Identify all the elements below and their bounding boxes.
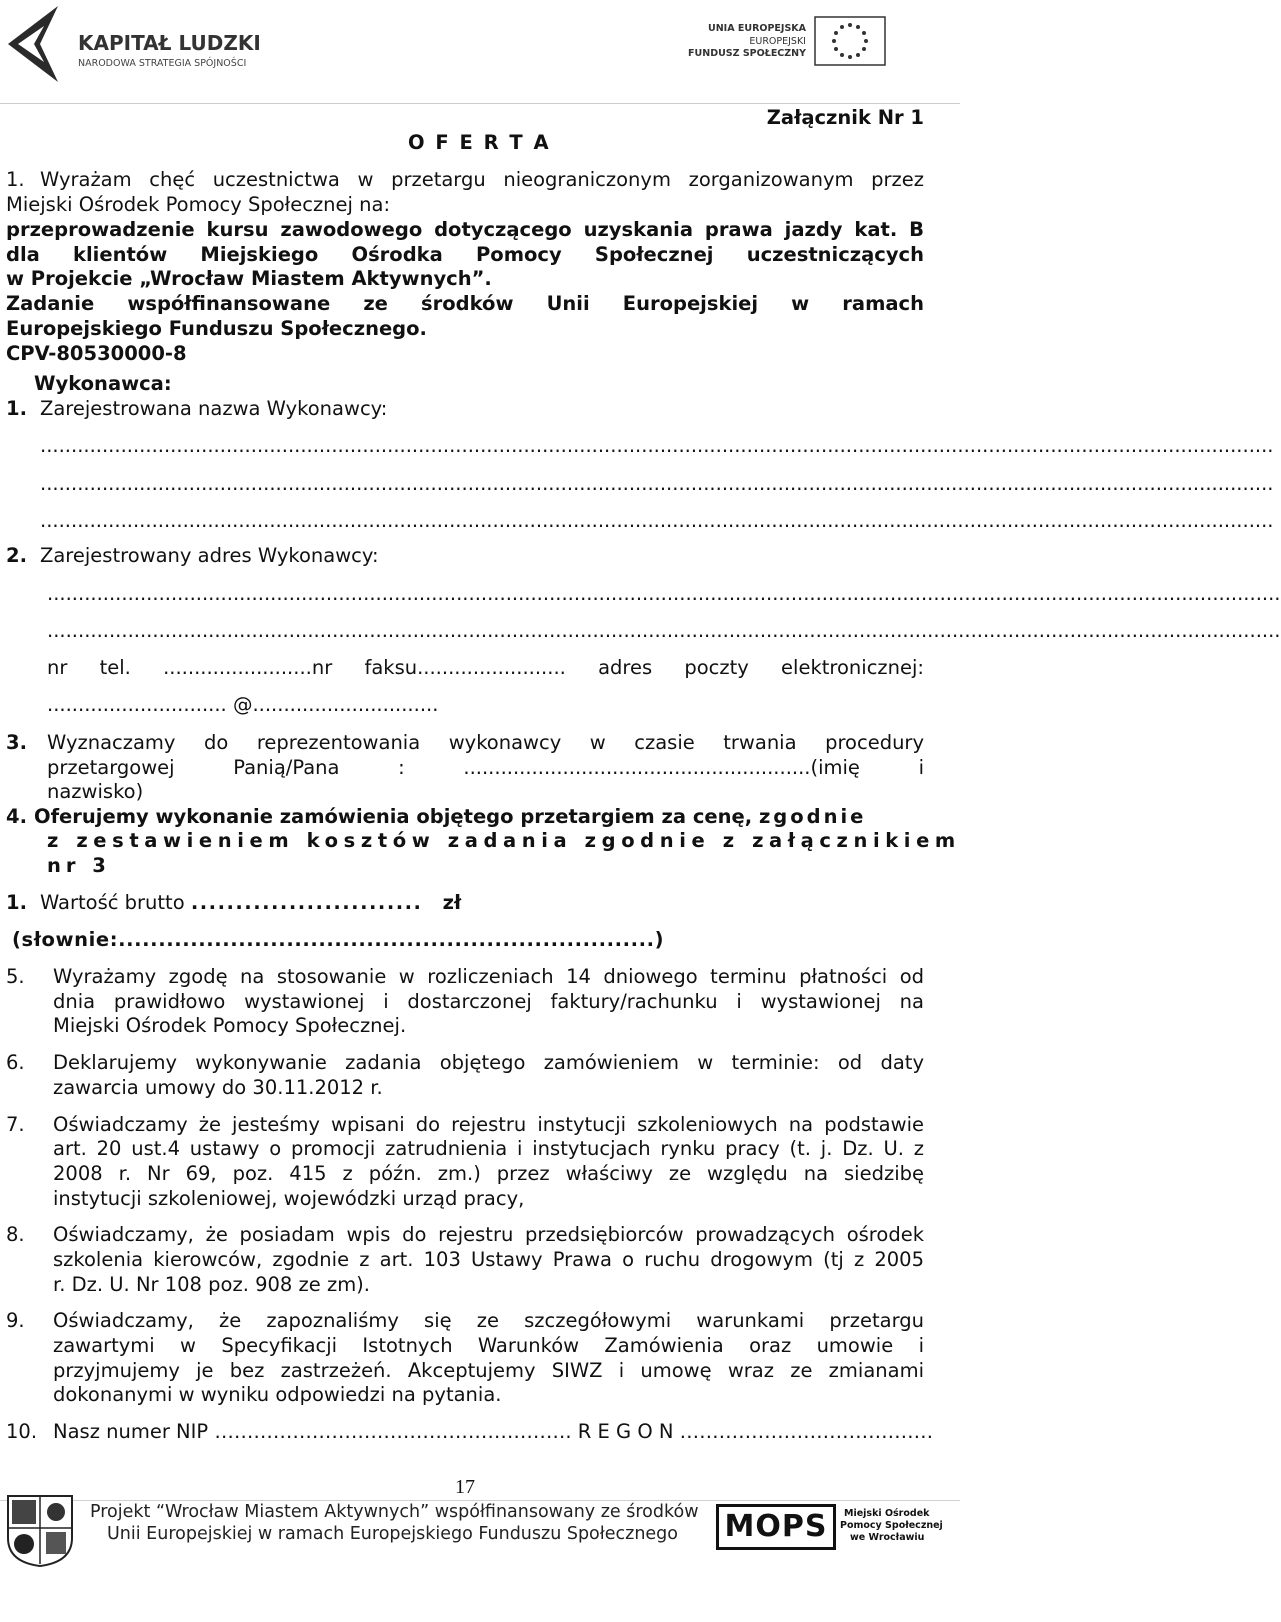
cofinance-line2: Europejskiego Funduszu Społecznego. [6,317,427,340]
price-currency: zł [442,891,462,914]
item5-line3: Miejski Ośrodek Pomocy Społecznej. [53,1014,407,1037]
price-in-words: (słownie:...................................................................) [12,928,665,951]
name-number: 1. [6,397,27,420]
item6-number: 6. [6,1051,25,1074]
mops-logo-line2: Pomocy Społecznej [840,1520,943,1531]
item7-number: 7. [6,1113,25,1136]
subject-line2: dla klientów Miejskiego Ośrodka Pomocy Społecznej uczestniczących [6,243,924,266]
name-label: Zarejestrowana nazwa Wykonawcy: [40,397,388,420]
eu-logo-line3: FUNDUSZ SPOŁECZNY [688,48,806,59]
offer-number: 4. [6,805,27,828]
intro-line2: Miejski Ośrodek Pomocy Społecznej na: [6,193,391,216]
item7-line1: Oświadczamy że jesteśmy wpisani do rejestru instytucji szkoleniowych na podstawie [53,1113,924,1136]
offer-line1-text: Oferujemy wykonanie zamówienia objętego przetargiem za cenę, [34,805,753,828]
item5-line2: dnia prawidłowo wystawionej i dostarczonej faktury/rachunku i wystawionej na [53,990,924,1013]
offer-line1-spaced: zgodnie [758,805,867,828]
eu-logo-line1: UNIA EUROPEJSKA [708,23,806,34]
offer-line3: nr 3 [47,854,111,877]
mops-logo-text: MOPS [716,1504,836,1550]
address-dotline-2: ....................................................................................................................................................................................................... [47,619,1281,642]
email-line: ............................. @.............................. [47,693,439,716]
name-dotline-1: ....................................................................................................................................................................................................... [40,434,1274,457]
contact-line: nr tel. ........................nr faksu........................ adres poczty elektronicznej: [47,656,924,679]
cpv-code: CPV-80530000-8 [6,342,187,365]
footer-divider [0,1500,960,1501]
subject-line3: w Projekcie „Wrocław Miastem Aktywnych”. [6,267,492,290]
item9-line1: Oświadczamy, że zapoznaliśmy się ze szczegółowymi warunkami przetargu [53,1309,924,1332]
price-number: 1. [6,891,27,914]
nip-number: 10. [6,1420,38,1443]
rep-line2: przetargowej Panią/Pana : ........................................................(imię i [47,756,924,779]
mops-logo-line1: Miejski Ośrodek [844,1508,930,1519]
eu-logo-line2: EUROPEJSKI [749,36,806,47]
rep-line1: Wyznaczamy do reprezentowania wykonawcy w czasie trwania procedury [47,731,924,754]
item9-number: 9. [6,1309,25,1332]
logo-subtitle: NARODOWA STRATEGIA SPÓJNOŚCI [78,58,247,69]
item5-line1: Wyrażamy zgodę na stosowanie w rozliczeniach 14 dniowego terminu płatności od [53,965,924,988]
mops-logo-line3: we Wrocławiu [850,1532,925,1543]
address-dotline-1: ....................................................................................................................................................................................................... [47,582,1281,605]
item8-line2: szkolenia kierowców, zgodnie z art. 103 Ustawy Prawa o ruchu drogowym (tj z 2005 [53,1248,924,1271]
offer-line2: z zestawieniem kosztów zadania zgodnie z załącznikiem [47,829,961,852]
wroclaw-crest [4,1492,76,1568]
name-dotline-2: ....................................................................................................................................................................................................... [40,472,1274,495]
logo-title: KAPITAŁ LUDZKI [78,31,261,55]
header-divider [0,103,960,104]
price-dots: .......................... [190,891,423,914]
item7-line3: 2008 r. Nr 69, poz. 415 z późn. zm.) przez właściwy ze względu na siedzibę [53,1162,924,1185]
item6-line2: zawarcia umowy do 30.11.2012 r. [53,1076,383,1099]
subject-line1: przeprowadzenie kursu zawodowego dotyczącego uzyskania prawa jazdy kat. B [6,218,924,241]
item7-line4: instytucji szkoleniowej, wojewódzki urząd pracy, [53,1187,525,1210]
item8-line3: r. Dz. U. Nr 108 poz. 908 ze zm). [53,1273,370,1296]
price-label: Wartość brutto [40,891,185,914]
rep-number: 3. [6,731,27,754]
item9-line4: dokonanymi w wyniku odpowiedzi na pytania. [53,1383,502,1406]
address-number: 2. [6,544,27,567]
page-number: 17 [455,1476,475,1498]
address-label: Zarejestrowany adres Wykonawcy: [40,544,379,567]
item6-line1: Deklarujemy wykonywanie zadania objętego zamówieniem w terminie: od daty [53,1051,924,1074]
item7-line2: art. 20 ust.4 ustawy o promocji zatrudnienia i instytucjach rynku pracy (t. j. Dz. U. z [53,1137,924,1160]
eu-logo [688,16,888,68]
wroclaw-crest-icon [4,1492,76,1568]
kapital-ludzki-logo [4,4,264,84]
nip-regon-line: Nasz numer NIP ………………………………………………. R E G O N ………………………………… [53,1420,934,1443]
cofinance-line1: Zadanie współfinansowane ze środków Unii Europejskiej w ramach [6,292,924,315]
offer-line1 [34,804,924,829]
footer-project-line1: Projekt “Wrocław Miastem Aktywnych” współfinansowany ze środków [90,1502,699,1522]
item9-line3: przyjmujemy je bez zastrzeżeń. Akceptujemy SIWZ i umowę wraz ze zmianami [53,1359,924,1382]
contractor-heading: Wykonawca: [34,372,172,395]
name-dotline-3: ....................................................................................................................................................................................................... [40,509,1274,532]
eu-flag-icon [814,16,886,66]
footer-project-line2: Unii Europejskiej w ramach Europejskiego Funduszu Społecznego [107,1524,678,1544]
item5-number: 5. [6,965,25,988]
item9-line2: zawartymi w Specyfikacji Istotnych Warunków Zamówienia oraz umowie i [53,1334,924,1357]
rep-line3: nazwisko) [47,780,144,803]
mops-logo [716,1504,943,1548]
annex-label: Załącznik Nr 1 [766,106,924,129]
intro-number: 1. [6,168,25,191]
document-title: O F E R T A [408,131,551,154]
intro-line1: Wyrażam chęć uczestnictwa w przetargu nieograniczonym zorganizowanym przez [40,168,924,191]
kapital-ludzki-emblem-icon [4,4,62,84]
item8-line1: Oświadczamy, że posiadam wpis do rejestru przedsiębiorców prowadzących ośrodek [53,1223,924,1246]
item8-number: 8. [6,1223,25,1246]
price-row [40,890,461,915]
